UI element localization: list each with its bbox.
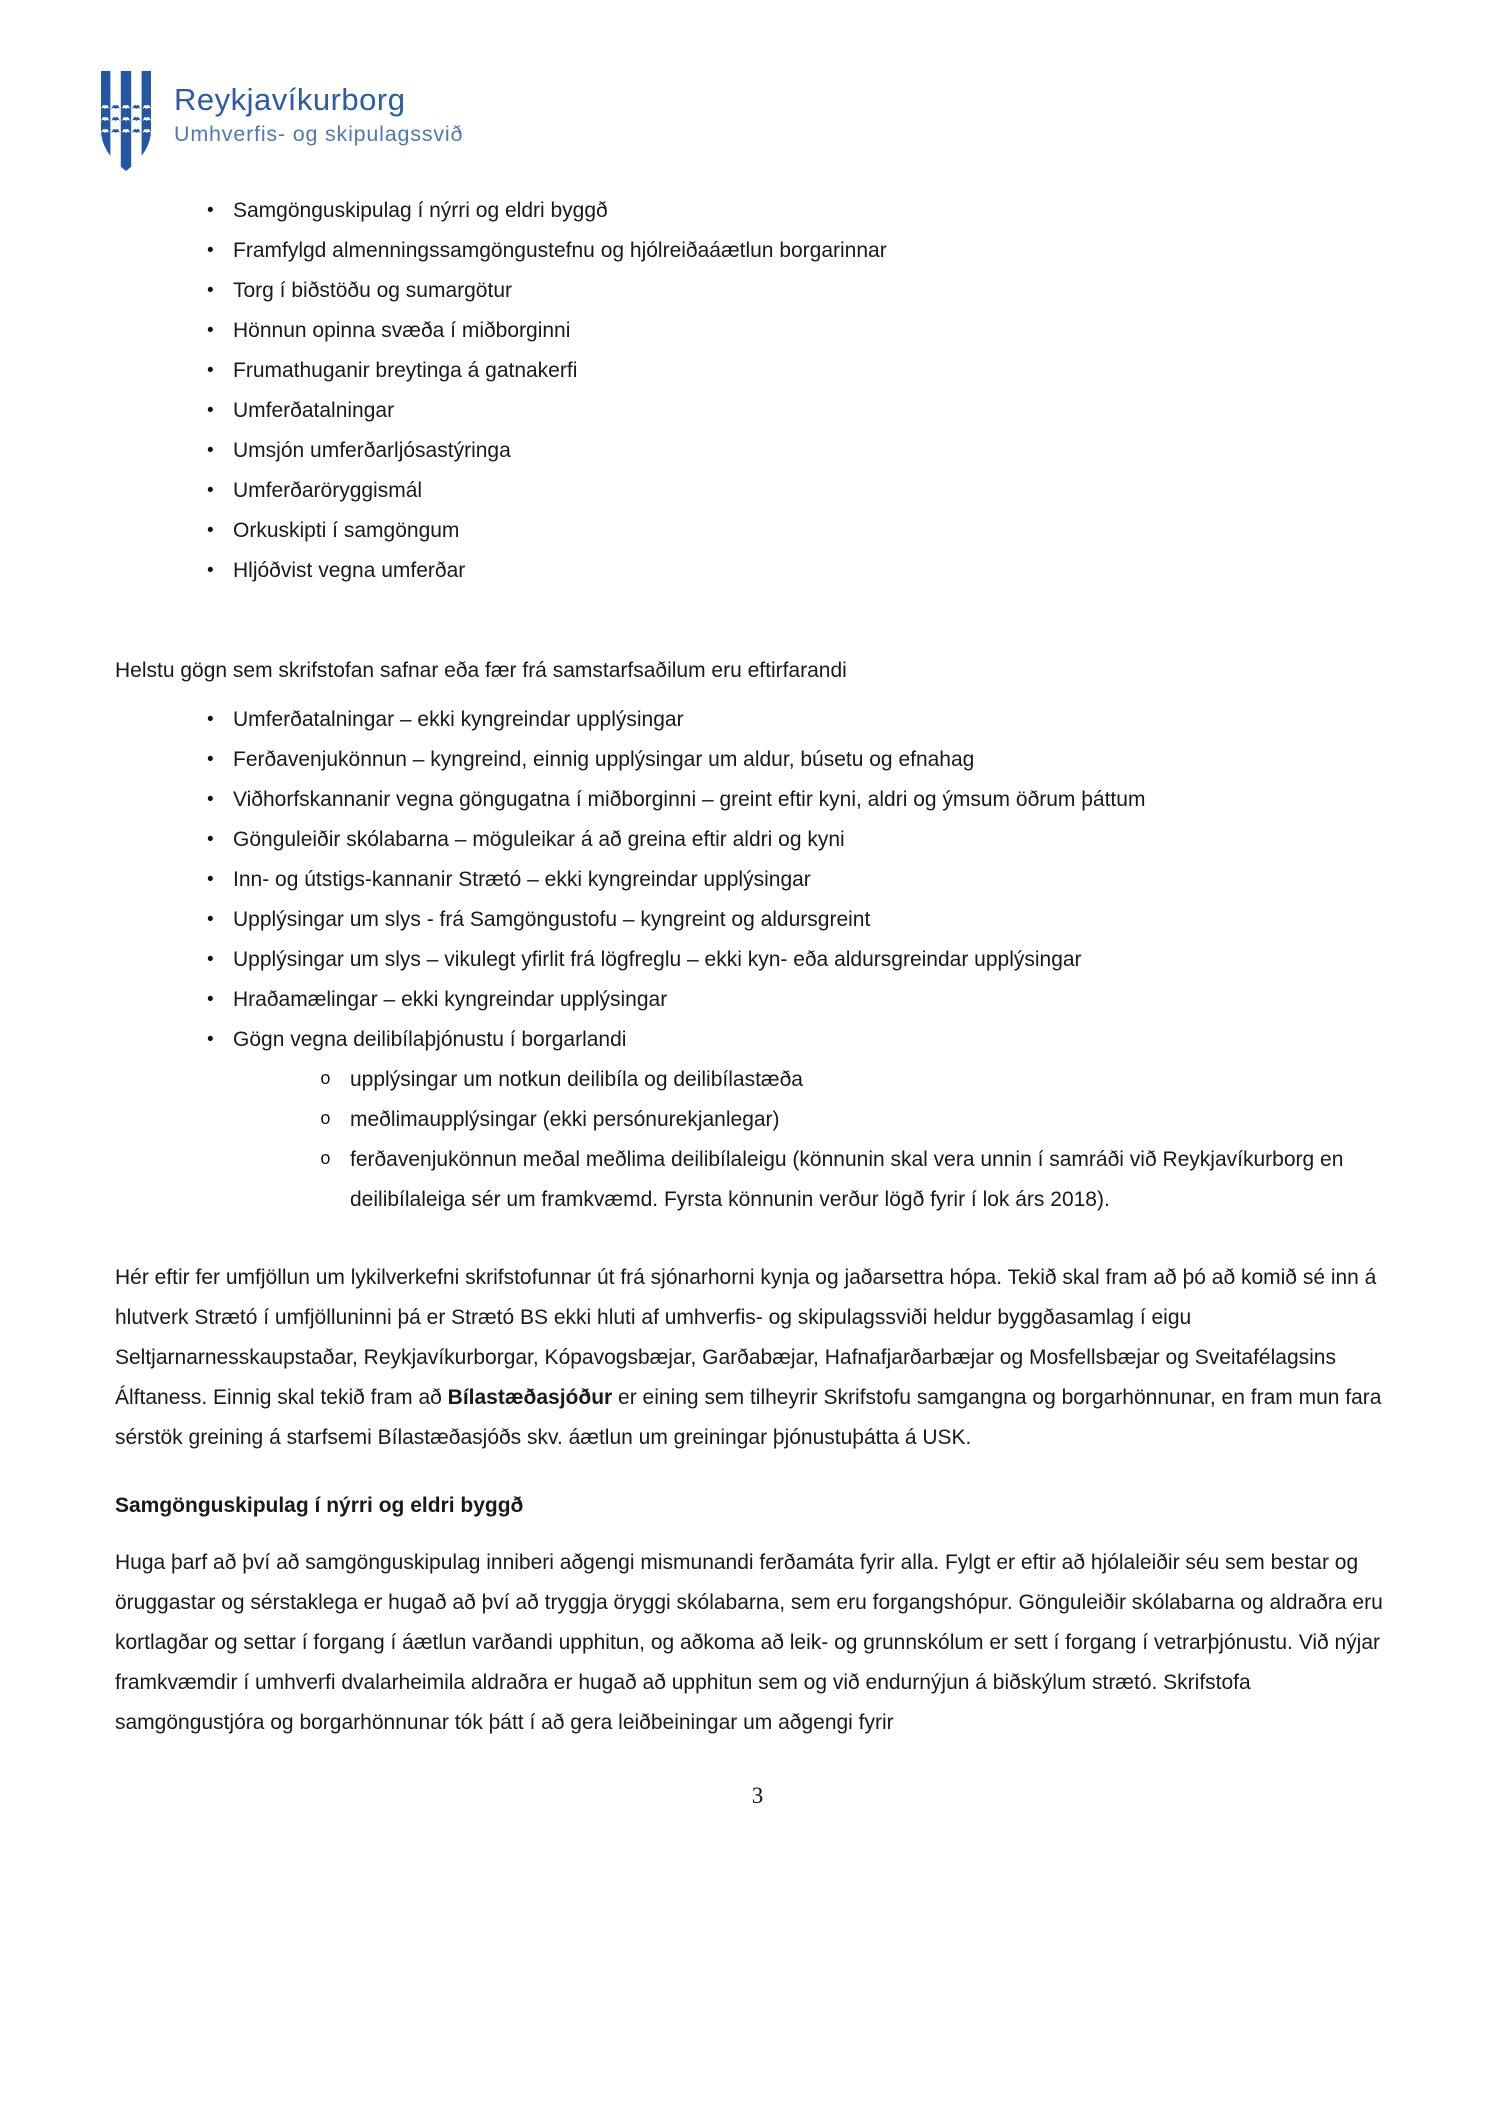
task-list-item — [207, 191, 1400, 231]
data-list-item-text: Hraðamælingar – ekki kyngreindar upplýsingar — [233, 988, 668, 1011]
department-name: Umhverfis- og skipulagssvið — [174, 122, 464, 146]
task-list-item — [207, 551, 1400, 591]
task-list-item — [207, 511, 1400, 551]
task-list-item-text: Torg í biðstöðu og sumargötur — [233, 279, 512, 302]
task-list-item-text: Umferðaröryggismál — [233, 479, 423, 502]
task-list-item-text: Hljóðvist vegna umferðar — [233, 559, 466, 582]
sub-list-item-text: meðlimaupplýsingar (ekki persónurekjanlegar) — [350, 1108, 780, 1131]
task-list — [207, 191, 1400, 591]
task-list-item — [207, 431, 1400, 471]
data-list-item-text: Upplýsingar um slys - frá Samgöngustofu – kyngreint og aldursgreint — [233, 908, 871, 931]
data-list-item — [207, 860, 1400, 900]
overview-paragraph-end: er eining sem tilheyrir Skrifstofu samgangna og borgarhönnunar, en fram mun fara sérstök greining á starfsemi Bílastæðasjóðs skv. áætlun um greiningar þjónustuþátta á USK. — [115, 1386, 1382, 1449]
bullet-icon: • — [207, 280, 214, 301]
data-list-item — [207, 900, 1400, 940]
task-list-item-text: Umferðatalningar — [233, 399, 395, 422]
brand-text — [174, 70, 463, 146]
task-list-item — [207, 311, 1400, 351]
bullet-icon: • — [207, 240, 214, 261]
bullet-icon: • — [207, 709, 214, 730]
org-name: Reykjavíkurborg — [174, 82, 406, 117]
sub-list-item-text: ferðavenjukönnun meðal meðlima deilibílaleigu (könnunin skal vera unnin í samráði við Reykjavíkurborg en deilibílaleiga sér um framkvæmd. Fyrsta könnunin verður lögð fyrir í lok árs 2018). — [350, 1148, 1344, 1211]
data-list-item-text: Gönguleiðir skólabarna – möguleikar á að greina eftir aldri og kyni — [233, 828, 845, 851]
bullet-icon: • — [207, 829, 214, 850]
bullet-icon: • — [207, 200, 214, 221]
bullet-icon: • — [207, 1029, 214, 1050]
page-number: 3 — [751, 1783, 764, 1809]
bullet-icon: • — [207, 869, 214, 890]
data-list-item-text: Umferðatalningar – ekki kyngreindar upplýsingar — [233, 708, 684, 731]
data-list-item — [207, 740, 1400, 780]
data-list — [207, 700, 1400, 1060]
task-list-item — [207, 271, 1400, 311]
task-list-item — [207, 391, 1400, 431]
document-body — [0, 191, 1500, 1811]
bullet-icon: • — [207, 749, 214, 770]
bullet-icon: • — [207, 440, 214, 461]
overview-paragraph — [115, 1258, 1400, 1458]
sub-list-item — [320, 1140, 1400, 1220]
bullet-icon: • — [207, 560, 214, 581]
task-list-item — [207, 231, 1400, 271]
data-list-item-text: Viðhorfskannanir vegna göngugatna í miðborginni – greint eftir kyni, aldri og ýmsum öðrum þáttum — [233, 788, 1146, 811]
bullet-icon: • — [207, 520, 214, 541]
bullet-icon: • — [207, 480, 214, 501]
task-list-item — [207, 351, 1400, 391]
overview-paragraph-start: Hér eftir fer umfjöllun um lykilverkefni skrifstofunnar út frá sjónarhorni kynja og jaðarsettra hópa. Tekið skal fram að þó að komið sé inn á hlutverk Strætó í umfjölluninni þá er Strætó BS ekki hluti af umhverfis- og skipulagssviði heldur byggðasamlag í eigu Seltjarnarnesskaupstaðar, Reykjavíkurborgar, Kópavogsbæjar, Garðabæjar, Hafnafjarðarbæjar og Mosfellsbæjar og Sveitafélagsins Álftaness. Einnig skal tekið fram að — [115, 1266, 1377, 1409]
task-list-item-text: Samgönguskipulag í nýrri og eldri byggð — [233, 199, 608, 222]
data-intro-text: Helstu gögn sem skrifstofan safnar eða fær frá samstarfsaðilum eru eftirfarandi — [115, 659, 847, 682]
bullet-icon: • — [207, 909, 214, 930]
data-list-item-text: Inn- og útstigs-kannanir Strætó – ekki kyngreindar upplýsingar — [233, 868, 811, 891]
task-list-item-text: Hönnun opinna svæða í miðborginni — [233, 319, 571, 342]
circle-bullet-icon: o — [320, 1070, 331, 1090]
data-list-item-text: Ferðavenjukönnun – kyngreind, einnig upplýsingar um aldur, búsetu og efnahag — [233, 748, 975, 771]
circle-bullet-icon: o — [320, 1150, 331, 1170]
bullet-icon: • — [207, 789, 214, 810]
task-list-item-text: Umsjón umferðarljósastýringa — [233, 439, 511, 462]
data-list-item — [207, 1020, 1400, 1060]
carsharing-sub-list — [320, 1060, 1400, 1220]
data-list-item — [207, 700, 1400, 740]
section-paragraph: Huga þarf að því að samgönguskipulag inniberi aðgengi mismunandi ferðamáta fyrir alla. Fylgt er eftir að hjólaleiðir séu sem bestar og öruggastar og sérstaklega er hugað að því að tryggja öryggi skólabarna, sem eru forgangshópur. Gönguleiðir skólabarna og aldraðra eru kortlagðar og settar í forgang í áætlun varðandi upphitun, og aðkoma að leik- og grunnskólum er sett í forgang í vetrarþjónustu. Við nýjar framkvæmdir í umhverfi dvalarheimila aldraðra er hugað að upphitun sem og við endurnýjun á biðskýlum strætó. Skrifstofa samgöngustjóra og borgarhönnunar tók þátt í að gera leiðbeiningar um aðgengi fyrir — [115, 1551, 1383, 1735]
bullet-icon: • — [207, 989, 214, 1010]
reykjavik-shield-icon — [100, 70, 152, 172]
data-list-item — [207, 940, 1400, 980]
section-heading: Samgönguskipulag í nýrri og eldri byggð — [115, 1494, 524, 1517]
task-list-item-text: Orkuskipti í samgöngum — [233, 519, 460, 542]
data-list-item — [207, 980, 1400, 1020]
task-list-item-text: Framfylgd almenningssamgöngustefnu og hjólreiðaáætlun borgarinnar — [233, 239, 887, 262]
bullet-icon: • — [207, 400, 214, 421]
bilastaedasjodur-bold-term: Bílastæðasjóður — [447, 1386, 613, 1409]
task-list-item — [207, 471, 1400, 511]
circle-bullet-icon: o — [320, 1110, 331, 1130]
data-list-item-text: Upplýsingar um slys – vikulegt yfirlit frá lögfreglu – ekki kyn- eða aldursgreindar upplýsingar — [233, 948, 1082, 971]
sub-list-item-text: upplýsingar um notkun deilibíla og deilibílastæða — [350, 1068, 803, 1091]
data-list-item — [207, 780, 1400, 820]
bullet-icon: • — [207, 320, 214, 341]
data-list-item — [207, 820, 1400, 860]
sub-list-item — [320, 1060, 1400, 1100]
bullet-icon: • — [207, 360, 214, 381]
task-list-item-text: Frumathuganir breytinga á gatnakerfi — [233, 359, 578, 382]
bullet-icon: • — [207, 949, 214, 970]
header-logo — [100, 70, 1500, 173]
data-list-item-text: Gögn vegna deilibílaþjónustu í borgarlandi — [233, 1028, 627, 1051]
sub-list-item — [320, 1100, 1400, 1140]
